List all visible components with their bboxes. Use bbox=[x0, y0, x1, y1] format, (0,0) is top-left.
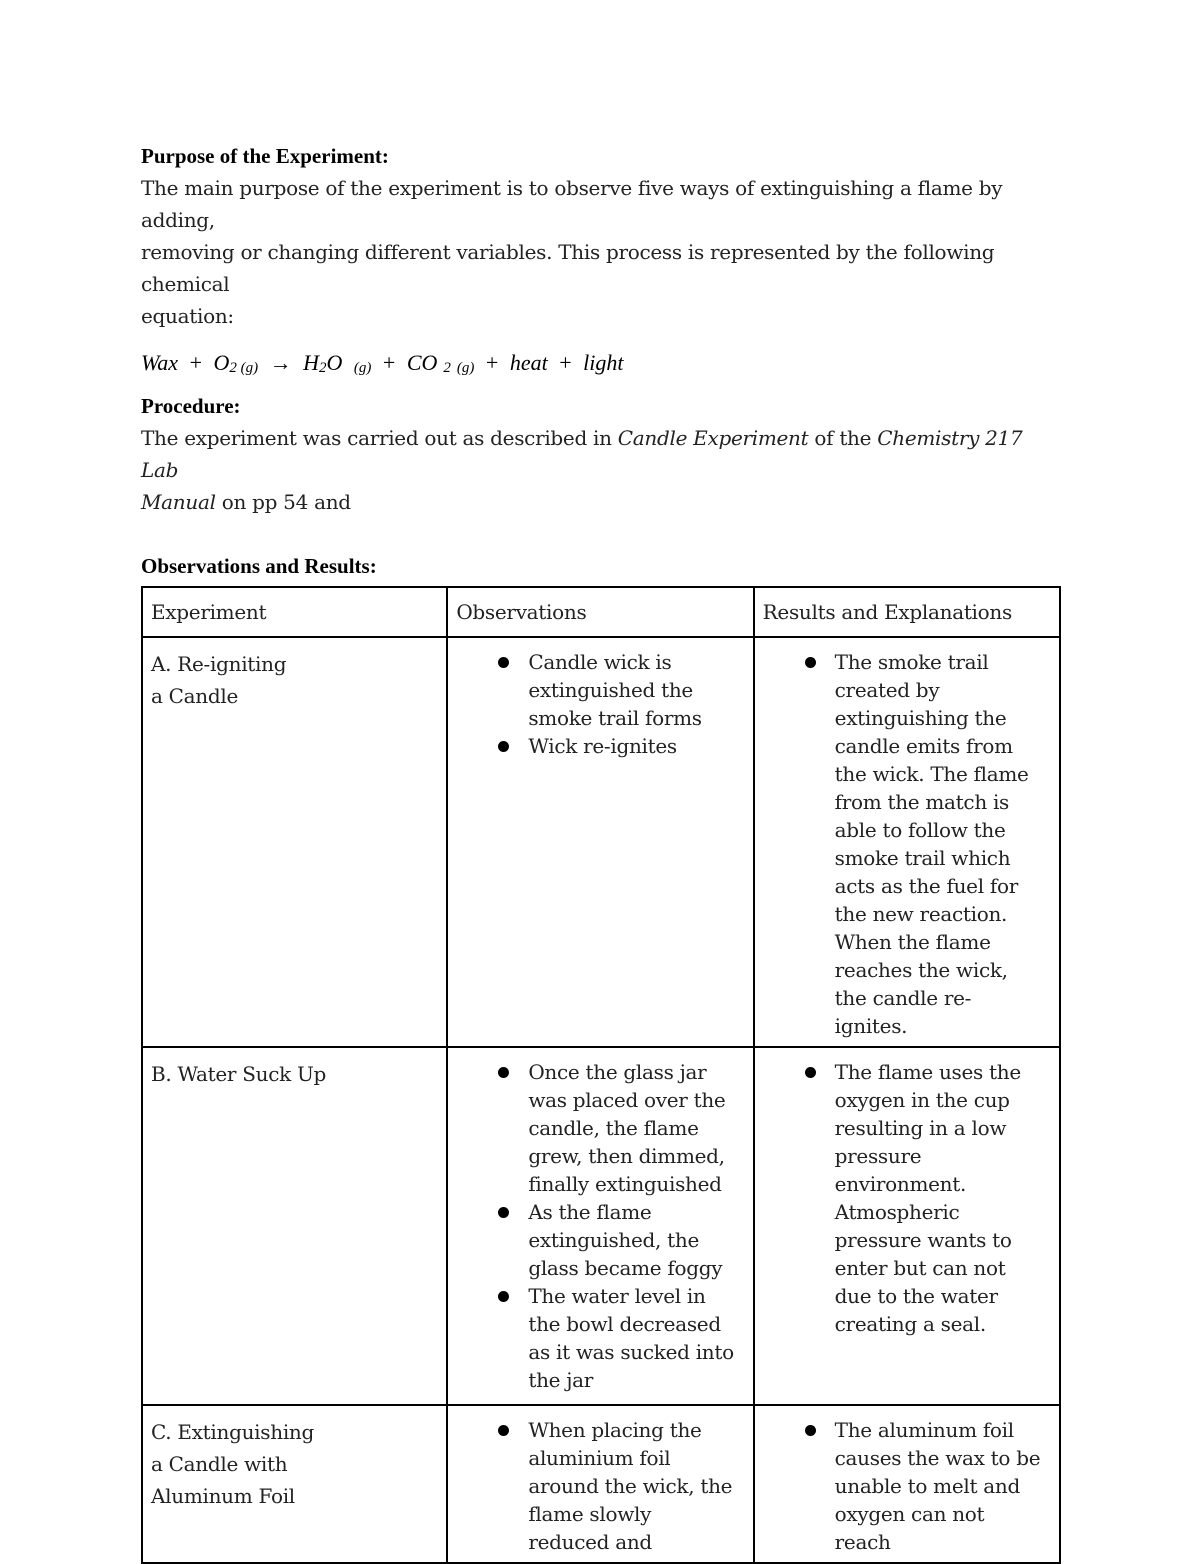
list-item: The smoke trail created by extinguishing the candle emits from the wick. The flame from the match is able to follow the smoke trail which acts as the fuel for the new reaction. When the flame reaches the wick, the candle re-ignites. bbox=[763, 648, 1051, 1040]
eq-co-sub: 2 bbox=[443, 360, 451, 376]
bullet-icon bbox=[498, 1067, 509, 1078]
procedure-text-2: of the bbox=[808, 426, 878, 450]
eq-plus-2: + bbox=[382, 350, 396, 375]
eq-heat: heat bbox=[509, 350, 548, 375]
eq-water-state: (g) bbox=[353, 360, 372, 376]
observations-cell bbox=[447, 637, 753, 1047]
experiment-label: A. Re-igniting bbox=[151, 652, 287, 676]
experiment-label: Aluminum Foil bbox=[151, 1484, 295, 1508]
experiment-label: B. Water Suck Up bbox=[151, 1062, 327, 1086]
results-table bbox=[141, 586, 1061, 1564]
eq-hydrogen-sub: 2 bbox=[319, 360, 327, 376]
procedure-text-3: on pp 54 and bbox=[215, 490, 351, 514]
col-header-results: Results and Explanations bbox=[754, 587, 1060, 637]
experiment-label: a Candle with bbox=[151, 1452, 288, 1476]
eq-co: CO bbox=[406, 350, 438, 375]
procedure-text bbox=[141, 422, 1061, 518]
purpose-heading: Purpose of the Experiment: bbox=[141, 144, 389, 168]
list-item: The flame uses the oxygen in the cup resulting in a low pressure environment. Atmospheric pressure wants to enter but can not due to the water creating a seal. bbox=[763, 1058, 1051, 1338]
list-item: When placing the aluminium foil around the wick, the flame slowly reduced and bbox=[456, 1416, 744, 1556]
document-page bbox=[141, 140, 1061, 1564]
bullet-icon bbox=[498, 657, 509, 668]
list-item: The aluminum foil causes the wax to be unable to melt and oxygen can not reach bbox=[763, 1416, 1051, 1556]
observations-heading: Observations and Results: bbox=[141, 554, 377, 578]
purpose-line-3: equation: bbox=[141, 304, 234, 328]
bullet-icon bbox=[498, 741, 509, 752]
table-row bbox=[142, 1047, 1060, 1405]
bullet-icon bbox=[805, 657, 816, 668]
eq-plus-1: + bbox=[189, 350, 202, 375]
procedure-title-2b: Manual bbox=[141, 490, 216, 514]
experiment-label: a Candle bbox=[151, 684, 239, 708]
chemical-equation bbox=[141, 332, 1061, 390]
purpose-line-2: removing or changing different variables. This process is represented by the following chemical bbox=[141, 240, 995, 296]
eq-oxygen-sub: 2 (g) bbox=[229, 360, 259, 376]
col-header-experiment: Experiment bbox=[142, 587, 447, 637]
list-item: Wick re-ignites bbox=[456, 732, 744, 760]
eq-water-o: O bbox=[326, 350, 343, 375]
results-cell bbox=[754, 637, 1060, 1047]
experiment-cell bbox=[142, 637, 447, 1047]
eq-plus-4: + bbox=[559, 350, 572, 375]
bullet-icon bbox=[498, 1207, 509, 1218]
table-row bbox=[142, 1405, 1060, 1563]
observations-cell bbox=[447, 1405, 753, 1563]
eq-co-state: (g) bbox=[456, 360, 475, 376]
purpose-line-1: The main purpose of the experiment is to observe five ways of extinguishing a flame by adding, bbox=[141, 176, 1003, 232]
bullet-icon bbox=[498, 1425, 509, 1436]
procedure-heading: Procedure: bbox=[141, 394, 241, 418]
procedure-title-2a: Chemistry 217 Lab bbox=[141, 426, 1023, 482]
procedure-text-1: The experiment was carried out as described in bbox=[141, 426, 618, 450]
table-row bbox=[142, 637, 1060, 1047]
bullet-icon bbox=[805, 1425, 816, 1436]
bullet-icon bbox=[805, 1067, 816, 1078]
eq-light: light bbox=[583, 350, 624, 375]
eq-arrow: → bbox=[269, 350, 292, 375]
list-item: The water level in the bowl decreased as it was sucked into the jar bbox=[456, 1282, 744, 1394]
eq-hydrogen: H bbox=[303, 350, 320, 375]
results-cell bbox=[754, 1047, 1060, 1405]
experiment-cell bbox=[142, 1047, 447, 1405]
eq-wax: Wax bbox=[141, 350, 179, 375]
bullet-icon bbox=[498, 1291, 509, 1302]
results-cell bbox=[754, 1405, 1060, 1563]
list-item: Once the glass jar was placed over the candle, the flame grew, then dimmed, finally extinguished bbox=[456, 1058, 744, 1198]
eq-plus-3: + bbox=[485, 350, 499, 375]
col-header-observations: Observations bbox=[447, 587, 753, 637]
list-item: As the flame extinguished, the glass became foggy bbox=[456, 1198, 744, 1282]
list-item: Candle wick is extinguished the smoke trail forms bbox=[456, 648, 744, 732]
observations-cell bbox=[447, 1047, 753, 1405]
experiment-cell bbox=[142, 1405, 447, 1563]
table-header-row bbox=[142, 587, 1060, 637]
experiment-label: C. Extinguishing bbox=[151, 1420, 315, 1444]
eq-oxygen: O bbox=[213, 350, 230, 375]
procedure-title-1: Candle Experiment bbox=[617, 426, 809, 450]
